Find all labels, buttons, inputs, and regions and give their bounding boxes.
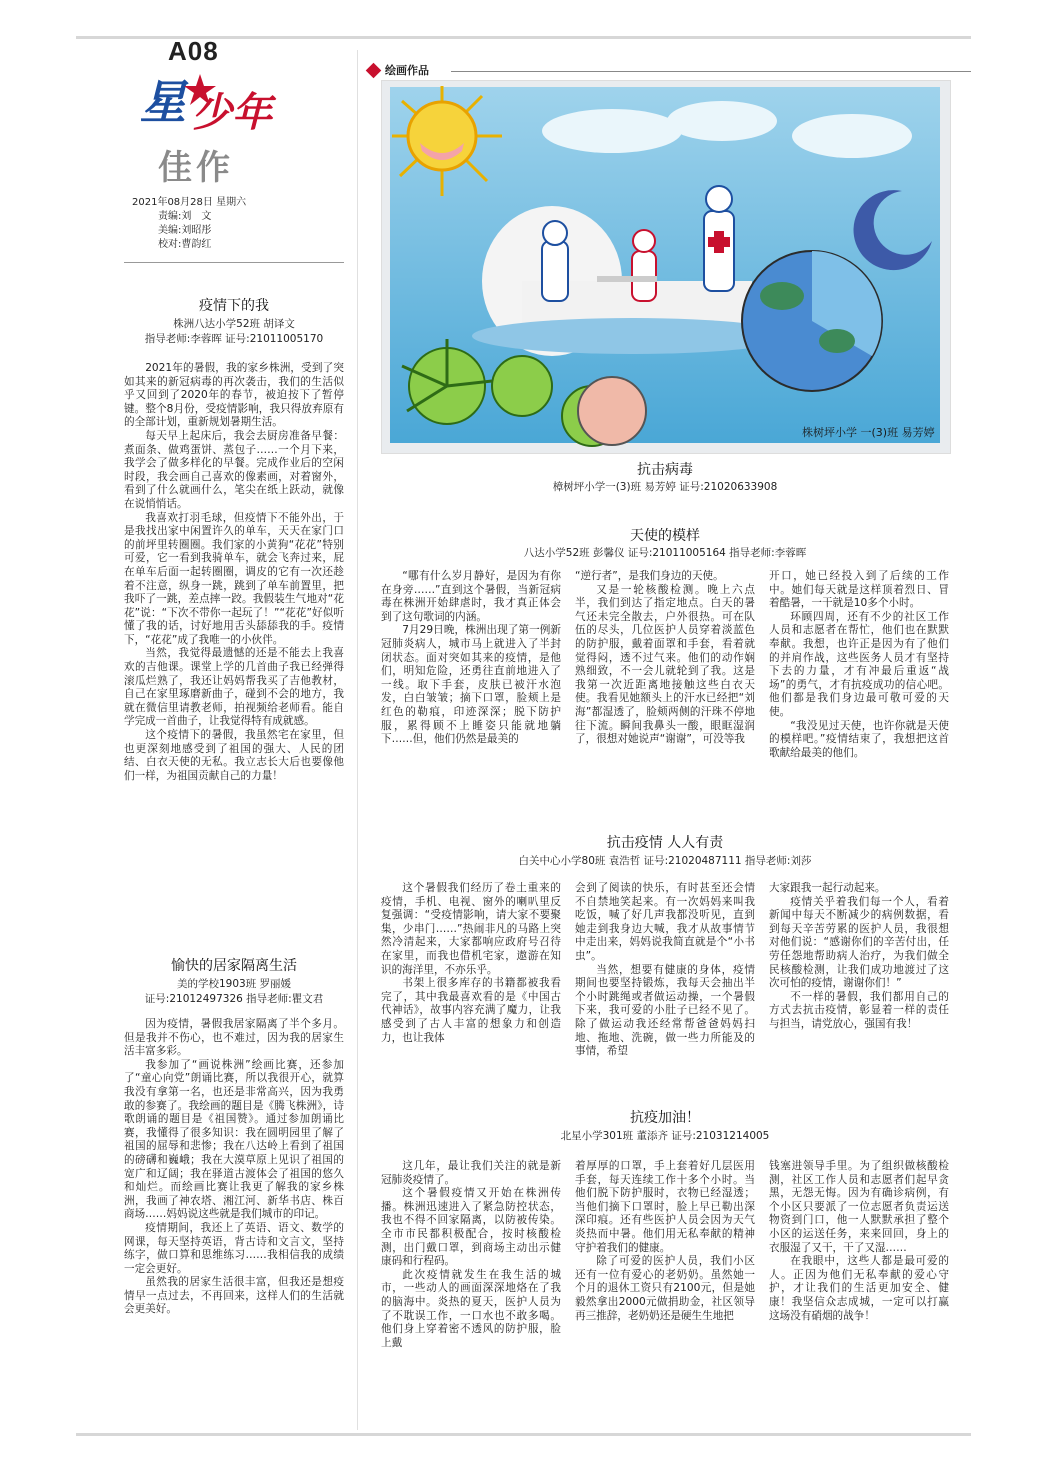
article4-col3 (769, 882, 949, 1094)
paragraph: “逆行者”，是我们身边的天使。 (575, 570, 724, 582)
article2-byline-teacher: 证号:21012497326 指导老师:瞿文君 (144, 993, 324, 1005)
article3-byline: 八达小学52班 彭馨仪 证号:21011005164 指导老师:李蓉晖 (523, 547, 807, 559)
section-title: 佳作 (158, 148, 234, 188)
paragraph: 当然，我觉得最遗憾的还是不能去上我喜欢的吉他课。课堂上学的几首曲子我已经弹得滚瓜烂熟了，我还让妈妈帮我买了吉他教材，自己在家里琢磨新曲子，碰到不会的地方，我就在微信里请教老师，拍视频给老师看。能自学完成一首曲子，让我觉得特有成就感。 (124, 647, 344, 728)
article5-byline: 北星小学301班 董添齐 证号:21031214005 (560, 1130, 770, 1142)
paragraph: 不一样的暑假，我们都用自己的方式去抗击疫情，彰显着一样的责任与担当，请党放心，强国有我！ (769, 990, 949, 1030)
issue-meta (132, 196, 292, 252)
article2-body (124, 1018, 344, 1413)
painting-byline: 樟树坪小学一(3)班 易芳婷 证号:21020633908 (552, 481, 778, 493)
article5-col2 (575, 1160, 755, 1425)
designer: 美编:刘昭彤 (158, 225, 212, 236)
painting-title: 抗击病毒 (637, 462, 693, 478)
proofreader: 校对:曹韵红 (158, 239, 212, 250)
svg-text:少年: 少年 (192, 90, 272, 136)
article4-col1 (381, 882, 561, 1094)
article4-title: 抗击疫情 人人有责 (606, 835, 724, 851)
diamond-icon (366, 62, 382, 78)
paragraph: 又是一轮核酸检测。晚上六点半，我们到达了指定地点。白天的暑气还未完全散去，户外很热。可在队伍的尽头，几位医护人员穿着淡蓝色的防护服，戴着面罩和手套，看着就觉得闷，透不过气来。他们的动作娴熟细致，不一会儿就轮到了我。这是我第一次近距离地接触这些白衣天使。我看见她额头上的汗水已经把“刘海”都湿透了，脸颊两侧的汗珠不停地往下流。瞬间我鼻头一酸，眼眶湿润了，很想对她说声“谢谢”，可没等我 (575, 583, 755, 746)
paragraph: 钱塞进领导手里。为了组织做核酸检测，社区工作人员和志愿者们起早贪黑，无怨无悔。因为有确诊病例，有个小区只要派了一位志愿者负责运送物资到门口，他一人默默承担了整个小区的运送任务，来来回回，身上的衣服湿了又干，干了又湿…… (769, 1160, 949, 1254)
paragraph: 会到了阅读的快乐，有时甚至还会情不自禁地笑起来。有一次妈妈来叫我吃饭，喊了好几声我都没听见，直到她走到我身边大喊，我才从故事情节中走出来，妈妈说我简直就是个“小书虫”。 (575, 882, 755, 962)
article3-col2 (575, 570, 755, 830)
painting-tag: 绘画作品 (368, 62, 429, 78)
paragraph: “我没见过天使，也许你就是天使的模样吧。”疫情结束了，我想把这首歌献给最美的他们。 (769, 719, 949, 759)
star-youth-logo (140, 66, 272, 136)
article5-title: 抗疫加油！ (630, 1110, 700, 1126)
meta-divider (124, 262, 344, 263)
paragraph: 2021年的暑假，我的家乡株洲，受到了突如其来的新冠病毒的再次袭击，我们的生活似乎又回到了2020年的春节，被迫按下了暂停键。整个8月份，受疫情影响，我只得放弃原有的全部计划，重新规划暑期生活。 (124, 362, 344, 429)
paragraph: 每天早上起床后，我会去厨房准备早餐：煮面条、做鸡蛋饼、蒸包子……一个月下来，我学会了做多样化的早餐。完成作业后的空闲时段，我会画自己喜欢的像素画，对着窗外，看到了什么就画什么，笔尖在纸上跃动，就像在说悄悄话。 (124, 429, 344, 510)
article3-title: 天使的模样 (630, 528, 700, 544)
article4-col2 (575, 882, 755, 1094)
paragraph: 这几年，最让我们关注的就是新冠肺炎疫情了。 (381, 1160, 561, 1186)
article4-byline: 白关中心小学80班 袁浩哲 证号:21020487111 指导老师:刘莎 (518, 855, 812, 867)
article2-byline-author: 美的学校1903班 罗丽媛 (176, 978, 292, 990)
paragraph: 大家跟我一起行动起来。 (769, 882, 886, 894)
paragraph: 疫情关乎着我们每一个人，看着新闻中每天不断减少的病例数据，看到每天辛苦劳累的医护人员，我很想对他们说：“感谢你们的辛苦付出，任劳任怨地帮助病人治疗，为我们做全民核酸检测，让我们成功地渡过了这次可怕的疫情，谢谢你们！” (769, 895, 949, 990)
paragraph: 因为疫情，暑假我居家隔离了半个多月。但是我并不伤心，也不难过，因为我的居家生活丰富多彩。 (124, 1018, 344, 1058)
article1-title: 疫情下的我 (199, 298, 269, 314)
paragraph: 当然，想要有健康的身体，疫情期间也要坚持锻炼，我每天会抽出半个小时跳绳或者做运动操，一个暑假下来，我可爱的小肚子已经不见了。除了做运动我还经常帮爸爸妈妈扫地、拖地、洗碗，做一些力所能及的事情，希望 (575, 963, 755, 1058)
article1-byline-author: 株洲八达小学52班 胡译文 (173, 318, 295, 330)
paragraph: 7月29日晚，株洲出现了第一例新冠肺炎病人，城市马上就进入了半封闭状态。面对突如其来的疫情，是他们，明知危险，还勇往直前地进入了一线。取下手套，皮肤已被汗水泡发，白白皱皱；摘下口罩，脸颊上是红色的勒痕，印迹深深；脱下防护服，累得顾不上睡姿只能就地躺下……但，他们仍然是最美的 (381, 624, 561, 746)
editor: 责编:刘 文 (158, 211, 212, 222)
child-painting (381, 80, 951, 454)
paragraph: 着厚厚的口罩，手上套着好几层医用手套，每天连续工作十多个小时。当他们脱下防护服时，衣物已经湿透；当他们摘下口罩时，脸上早已勒出深深印痕。还有些医护人员会因为天气炎热而中暑。他们用无私奉献的精神守护着我们的健康。 (575, 1160, 755, 1254)
paragraph: 疫情期间，我还上了英语、语文、数学的网课，每天坚持英语，背古诗和文言文，坚持练字，做口算和思维练习……我相信我的成绩一定会更好。 (124, 1221, 344, 1275)
svg-text:星: 星 (140, 75, 186, 129)
article2-title: 愉快的居家隔离生活 (171, 958, 297, 974)
paragraph: 开口，她已经投入到了后续的工作中。她们每天就是这样顶着烈日、冒着酷暑，一干就是10多个小时。 (769, 570, 949, 610)
paragraph: “哪有什么岁月静好，是因为有你在身旁……”直到这个暑假，当新冠病毒在株洲开始肆虐时，我才真正体会到了这句歌词的内涵。 (381, 570, 561, 623)
paragraph: 书架上很多库存的书籍都被我看完了，其中我最喜欢看的是《中国古代神话》，故事内容充满了魔力，让我感受到了古人丰富的想象力和创造力，也让我体 (381, 977, 561, 1044)
article3-col1 (381, 570, 561, 830)
page-number: A08 (168, 36, 219, 66)
article1-body (124, 362, 344, 897)
paragraph: 这个暑假我们经历了卷土重来的疫情，手机、电视、窗外的喇叭里反复强调：“受疫情影响，请大家不要聚集，少串门……”热闹非凡的马路上突然冷清起来，大家都响应政府号召待在家里，而我也借机宅家，遨游在知识的海洋里，不亦乐乎。 (381, 882, 561, 976)
article5-col1 (381, 1160, 561, 1425)
paragraph: 这个暑假疫情又开始在株洲传播。株洲迅速进入了紧急防控状态，我也不得不回家隔离，以防被传染。全市市民都积极配合，按时核酸检测，出门戴口罩，到商场主动出示健康码和行程码。 (381, 1187, 561, 1268)
painting-signature: 株树坪小学 一(3)班 易芳婷 (802, 426, 935, 439)
column-divider (357, 50, 358, 1430)
paragraph: 我参加了“画说株洲”绘画比赛，还参加了“童心向党”朗诵比赛，所以我很开心，就算我没有拿第一名，也还是非常高兴，因为我勇敢的参赛了。我绘画的题目是《腾飞株洲》，诗歌朗诵的题目是《祖国赞》。通过参加朗诵比赛，我懂得了很多知识：我在圆明园里了解了祖国的屈辱和悲惨；我在八达岭上看到了祖国的磅礴和巍峨；我在大漠草原上见识了祖国的宽广和辽阔；我在驿道古渡体会了祖国的悠久和灿烂。而绘画比赛让我更了解我的家乡株洲，我画了神农塔、湘江河、新华书店、株百商场……妈妈说这些就是我们城市的印记。 (124, 1058, 344, 1221)
paragraph: 此次疫情就发生在我生活的城市，一些动人的画面深深地烙在了我的脑海中。炎热的夏天，医护人员为了不耽误工作，一口水也不敢多喝。他们身上穿着密不透风的防护服，脸上戴 (381, 1268, 561, 1349)
bottom-rule (76, 1433, 971, 1436)
paragraph: 这个疫情下的暑假，我虽然宅在家里，但也更深刻地感受到了祖国的强大、人民的团结、白衣天使的无私。我立志长大后也要像他们一样，为祖国贡献自己的力量！ (124, 729, 344, 782)
paragraph: 虽然我的居家生活很丰富，但我还是想疫情早一点过去，不再回来，这样人们的生活就会更美好。 (124, 1276, 344, 1316)
paragraph: 在我眼中，这些人都是最可爱的人。正因为他们无私奉献的爱心守护，才让我们的生活更加安全、健康！我坚信众志成城，一定可以打赢这场没有硝烟的战争！ (769, 1255, 949, 1322)
paragraph: 环顾四周，还有不少的社区工作人员和志愿者在帮忙，他们也在默默奉献。我想，也许正是因为有了他们的并肩作战，这些医务人员才有坚持下去的力量，才有冲最后重返“战场”的勇气，才有抗疫成功的信心吧。他们都是我们身边最可敬可爱的天使。 (769, 610, 949, 718)
article3-col3 (769, 570, 949, 830)
article5-col3 (769, 1160, 949, 1425)
paragraph: 除了可爱的医护人员，我们小区还有一位有爱心的老奶奶。虽然她一个月的退休工资只有2100元，但是她毅然拿出2000元做捐助金，社区领导再三推辞，老奶奶还是硬生生地把 (575, 1255, 755, 1322)
tag-rule (451, 71, 971, 72)
article1-byline-teacher: 指导老师:李蓉晖 证号:21011005170 (144, 333, 324, 345)
issue-date: 2021年08月28日 星期六 (132, 197, 247, 208)
paragraph: 我喜欢打羽毛球，但疫情下不能外出，于是我找出家中闲置许久的单车，天天在家门口的前坪里转圈圈。我们家的小黄狗“花花”特别可爱，它一看到我骑单车，就会飞奔过来，屁在单车后面一起转圈圈，调皮的它有一次还趁着不注意，纵身一跳，跳到了单车前置里，把我吓了一跳，差点摔一跤。我假装生气地对“花花”说：“下次不带你一起玩了！”“花花”好似听懂了我的话，讨好地用舌头舔舔我的手。疫情下，“花花”成了我唯一的小伙伴。 (124, 511, 344, 646)
